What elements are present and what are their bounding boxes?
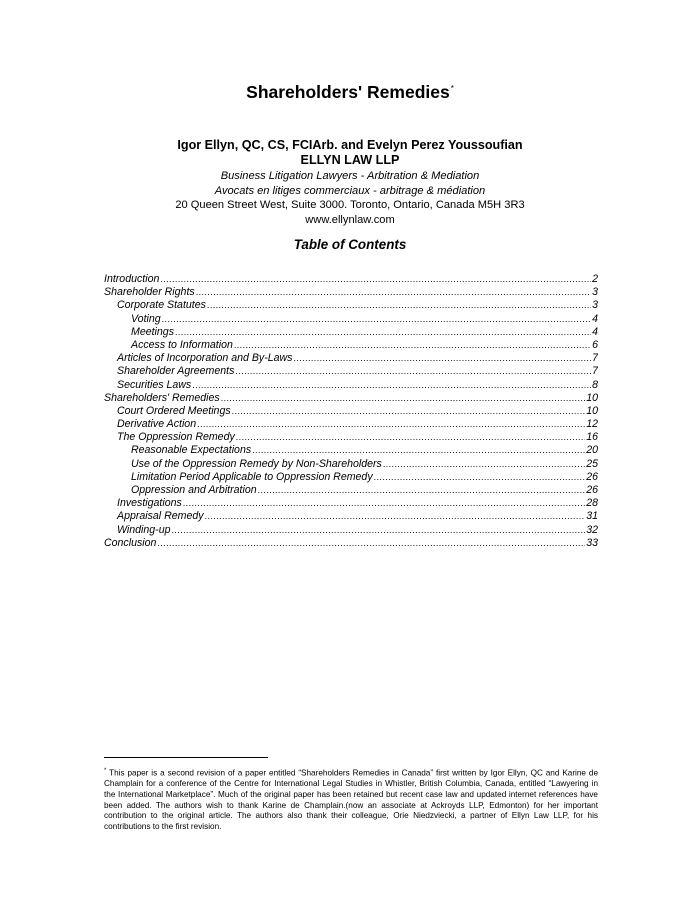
toc-entry-page: 8 <box>592 378 598 391</box>
toc-entry-page: 28 <box>586 497 598 510</box>
toc-entry-page: 16 <box>586 431 598 444</box>
firm-details <box>0 169 700 227</box>
toc-entry-page: 7 <box>592 365 598 378</box>
authors-line: Igor Ellyn, QC, CS, FCIArb. and Evelyn Perez Youssoufian <box>177 138 523 152</box>
tagline-french: Avocats en litiges commerciaux - arbitrage & médiation <box>214 184 486 197</box>
toc-entry[interactable] <box>104 471 598 484</box>
title-footnote-marker: * <box>450 84 454 94</box>
toc-entry-title: Meetings <box>131 325 174 338</box>
toc-entry-title: Limitation Period Applicable to Oppression Remedy <box>131 470 373 483</box>
toc-entry-page: 10 <box>586 391 598 404</box>
toc-entry[interactable] <box>104 405 598 418</box>
toc-entry-title: Access to Information <box>131 338 233 351</box>
toc-entry-title: Securities Laws <box>117 378 192 391</box>
toc-entry-page: 4 <box>592 325 598 338</box>
toc-entry-page: 2 <box>592 273 598 285</box>
toc-entry[interactable] <box>104 313 598 326</box>
toc-dot-leader <box>383 458 585 471</box>
footnote-text: This paper is a second revision of a paper entitled “Shareholders Remedies in Canada” first written by Igor Ellyn, QC and Karine de Champlain for a conference of the Centre for International Legal Studies in Whistler, British Columbia, Canada, entitled “Lawyering in the International Marketplace”. Much of the original paper has been retained but recent case law and updated internet references have been added. The authors wish to thank Karine de Champlain.(now an associate at Ackroyds LLP, Edmonton) for her important contribution to the original article. The authors also thank their colleague, Orie Niedzviecki, a partner of Ellyn Law LLP, for his contributions to the first revision. <box>104 768 598 831</box>
toc-dot-leader <box>197 418 585 431</box>
footnote-separator <box>104 757 268 758</box>
toc-dot-leader <box>183 497 585 510</box>
firm-website[interactable]: www.ellynlaw.com <box>305 213 395 226</box>
toc-entry-page: 6 <box>592 338 598 351</box>
toc-dot-leader <box>293 352 591 365</box>
toc-entry[interactable] <box>104 326 598 339</box>
toc-entry-title: Court Ordered Meetings <box>117 404 231 417</box>
toc-entry-page: 10 <box>586 404 598 417</box>
firm-name: ELLYN LAW LLP <box>300 153 400 167</box>
toc-entry-title: Voting <box>131 312 161 325</box>
toc-entry[interactable] <box>104 484 598 497</box>
toc-entry[interactable] <box>104 497 598 510</box>
toc-dot-leader <box>258 484 586 497</box>
toc-entry-title: Reasonable Expectations <box>131 444 252 457</box>
toc-dot-leader <box>374 471 586 484</box>
toc-entry-page: 3 <box>592 299 598 312</box>
toc-entry-title: The Oppression Remedy <box>117 431 235 444</box>
toc-entry[interactable] <box>104 339 598 352</box>
toc-entry-title: Conclusion <box>104 536 157 549</box>
toc-entry-title: Introduction <box>104 273 160 285</box>
toc-entry[interactable] <box>104 379 598 392</box>
toc-dot-leader <box>196 286 591 299</box>
toc-entry-page: 7 <box>592 352 598 365</box>
toc-dot-leader <box>234 339 591 352</box>
toc-entry-page: 32 <box>586 523 598 536</box>
toc-dot-leader <box>236 431 585 444</box>
toc-entry-page: 26 <box>586 470 598 483</box>
toc-entry[interactable] <box>104 510 598 523</box>
toc-entry-title: Use of the Oppression Remedy by Non-Shareholders <box>131 457 382 470</box>
toc-entry[interactable] <box>104 299 598 312</box>
title-text: Shareholders' Remedies <box>246 82 450 102</box>
toc-entry-title: Shareholders' Remedies <box>104 391 220 404</box>
toc-entry-title: Shareholder Rights <box>104 286 195 299</box>
toc-entry[interactable] <box>104 352 598 365</box>
footnote <box>104 766 598 832</box>
toc-entry-page: 20 <box>586 444 598 457</box>
toc-entry[interactable] <box>104 431 598 444</box>
toc-entry-title: Oppression and Arbitration <box>131 484 257 496</box>
toc-entry-title: Shareholder Agreements <box>117 365 235 378</box>
toc-entry[interactable] <box>104 444 598 457</box>
toc-entry-title: Articles of Incorporation and By-Laws <box>117 352 293 365</box>
toc-entry-title: Investigations <box>117 497 182 510</box>
toc-dot-leader <box>252 444 585 457</box>
toc-entry[interactable] <box>104 365 598 378</box>
firm-address: 20 Queen Street West, Suite 3000. Toronto, Ontario, Canada M5H 3R3 <box>175 199 525 211</box>
toc-entry-page: 26 <box>586 484 598 496</box>
toc-dot-leader <box>172 524 586 537</box>
toc-entry[interactable] <box>104 524 598 537</box>
toc-entry-title: Corporate Statutes <box>117 299 206 312</box>
toc-dot-leader <box>232 405 586 418</box>
toc-dot-leader <box>192 379 591 392</box>
toc-dot-leader <box>205 510 586 523</box>
toc-entry-title: Winding-up <box>117 523 171 536</box>
table-of-contents <box>104 273 598 550</box>
toc-entry-page: 4 <box>592 312 598 325</box>
footnote-marker: * <box>104 768 107 774</box>
toc-entry[interactable] <box>104 418 598 431</box>
toc-dot-leader <box>207 299 591 312</box>
toc-dot-leader <box>235 365 591 378</box>
toc-entry[interactable] <box>104 273 598 286</box>
toc-dot-leader <box>175 326 591 339</box>
toc-dot-leader <box>221 392 586 405</box>
toc-entry-page: 3 <box>592 286 598 299</box>
toc-entry[interactable] <box>104 537 598 550</box>
toc-entry[interactable] <box>104 458 598 471</box>
toc-entry-title: Appraisal Remedy <box>117 510 204 523</box>
toc-entry[interactable] <box>104 392 598 405</box>
toc-entry-page: 12 <box>586 418 598 431</box>
toc-entry-page: 33 <box>586 536 598 549</box>
toc-heading: Table of Contents <box>293 237 407 252</box>
toc-dot-leader <box>160 273 591 286</box>
toc-dot-leader <box>162 313 591 326</box>
tagline-english: Business Litigation Lawyers - Arbitration & Mediation <box>220 170 480 182</box>
toc-entry[interactable] <box>104 286 598 299</box>
toc-entry-title: Derivative Action <box>117 418 197 431</box>
author-block <box>0 138 700 168</box>
document-title <box>0 82 700 103</box>
toc-entry-page: 25 <box>586 457 598 470</box>
toc-dot-leader <box>157 537 585 550</box>
toc-entry-page: 31 <box>586 510 598 523</box>
